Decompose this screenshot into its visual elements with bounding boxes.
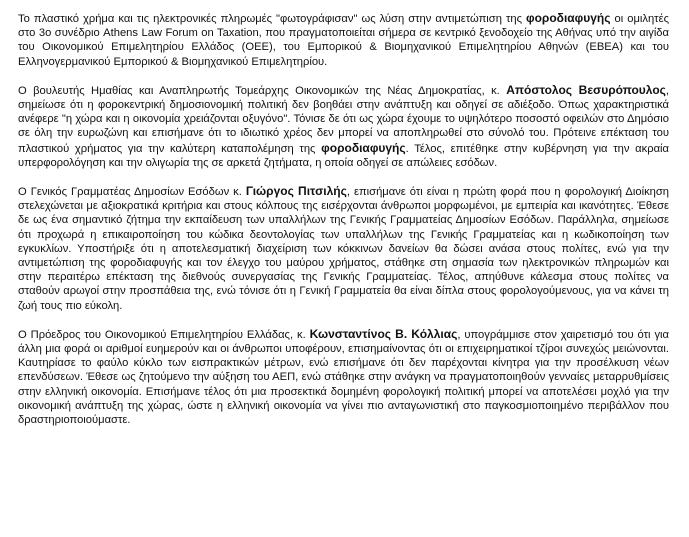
text-segment: οι ομιλητές στο 3ο συνέδριο Athens Law Forum on Taxation, που πραγματοποιείται σήμερα σε κεντρικό ξενοδοχείο της Αθήνας υπό την αιγίδα του Οικονομικού Επιμελητηρίου Ελλάδος (ΟΕΕ), του Εμπορικού & Βιομηχανικού Επιμελητηρίου Αθηνών (ΕΒΕΑ) και του Ελληνογερμανικού Εμπορικού & Βιομηχανικού Επιμελητηρίου. (18, 13, 669, 68)
bold-term: φοροδιαφυγής (321, 140, 406, 155)
text-segment: Ο βουλευτής Ημαθίας και Αναπληρωτής Τομεάρχης Οικονομικών της Νέας Δημοκρατίας, κ. (18, 84, 507, 97)
speaker-name: Απόστολος Βεσυρόπουλος (506, 82, 666, 97)
text-segment: , υπογράμμισε στον χαιρετισμό του ότι για άλλη μια φορά οι αριθμοί ευημερούν και οι άνθρωποι υποφέρουν, επισημαίνοντας ότι οι επιχειρηματικοί τζίροι συνεχώς μειώνονται. Καυτηρίασε το φαύλο κύκλο των εισπρακτικών μέτρων, ενώ επισήμανε ότι δεν παρέχονται κίνητρα για την προσέλκυση νέων επενδύσεων. Έθεσε ως ζητούμενο την αύξηση του ΑΕΠ, ενώ στάθηκε στην ανάγκη να πραγματοποιηθούν γενναίες μεταρρυθμίσεις στην ελληνική οικονομία. Επισήμανε τέλος ότι μια προσεκτικά δομημένη φορολογική πολιτική μπορεί να αποτελέσει μοχλό για την οικονομική ανάπτυξη της χώρας, ώστε η ελληνική οικονομία να γίνει πιο ανταγωνιστική στο παγκοσμιοποιημένο περιβάλλον που δραστηριοποιούμαστε. (18, 328, 669, 427)
speaker-name: Γιώργος Πιτσιλής (245, 184, 347, 199)
paragraph-vesyropoulos (18, 83, 669, 170)
text-segment: . Τέλος, επιτέθηκε στην κυβέρνηση για την ακραία υπερφορολόγηση και την ολιγωρία της σε αρκετά ζητήματα, η οποία οδηγεί σε απώλειες εσόδων. (18, 142, 670, 169)
text-segment: Το πλαστικό χρήμα και τις ηλεκτρονικές πληρωμές "φωτογράφισαν" ως λύση στην αντιμετώπιση της (18, 13, 526, 25)
paragraph-intro (18, 11, 669, 69)
text-segment: Ο Γενικός Γραμματέας Δημοσίων Εσόδων κ. (18, 186, 246, 199)
text-segment: , επισήμανε ότι είναι η πρώτη φορά που η φορολογική Διοίκηση στελεχώνεται με αξιοκρατικά κριτήρια και στους κόλπους της εισέρχονται άνθρωποι μορφωμένοι, με εμπειρία και ικανότητες. Έθεσε δε ως ένα σημαντικό ζήτημα την εκπαίδευση των υπαλλήλων της Γενικής Γραμματείας Δημοσίων Εσόδων. Παράλληλα, σημείωσε ότι προχωρά η επικαιροποίηση του κώδικα δεοντολογίας των υπαλλήλων της Γενικής Γραμματείας και η κωδικοποίηση των εγκυκλίων. Υποστήριξε ότι η αποτελεσματική διαχείριση των κόκκινων δανείων θα δώσει ανάσα στους πολίτες, ενώ για την αντιμετώπιση της φοροδιαφυγής και τον έλεγχο του μαύρου χρήματος, στάθηκε στη σημασία των ηλεκτρονικών πληρωμών και στην περαιτέρω επέκταση της διεθνούς συνεργασίας της Γενικής Γραμματείας. Τέλος, απηύθυνε κάλεσμα στους πολίτες να σταθούν αρωγοί στην προσπάθεια της, ενώ τόνισε ότι η Γενική Γραμματεία θα είναι δίπλα στους φορολογούμενους, για να κάνει τη ζωή τους πιο εύκολη. (18, 186, 670, 312)
text-segment: , σημείωσε ότι η φοροκεντρική δημοσιονομική πολιτική δεν βοηθάει στην ανάπτυξη και οδηγεί σε αδιέξοδο. Όπως χαρακτηριστικά ανέφερε "η χώρα και η οικονομία χρειάζονται οξυγόνο". Τόνισε δε ότι ως χώρα έχουμε το υψηλότερο ποσοστό οφειλών στο Δημόσιο σε όλη την ευρωζώνη και επισήμανε ότι το ιδιωτικό χρέος δεν μπορεί να αποπληρωθεί στο σύνολό του. Πρότεινε επέκταση του πλαστικού χρήματος για την καλύτερη καταπολέμηση της (18, 84, 669, 155)
paragraph-pitsilis (18, 184, 669, 313)
text-segment: Ο Πρόεδρος του Οικονομικού Επιμελητηρίου Ελλάδας, κ. (18, 328, 310, 341)
speaker-name: Κωνσταντίνος Β. Κόλλιας (309, 326, 458, 341)
paragraph-kollias (18, 327, 669, 427)
bold-term: φοροδιαφυγής (526, 11, 611, 25)
